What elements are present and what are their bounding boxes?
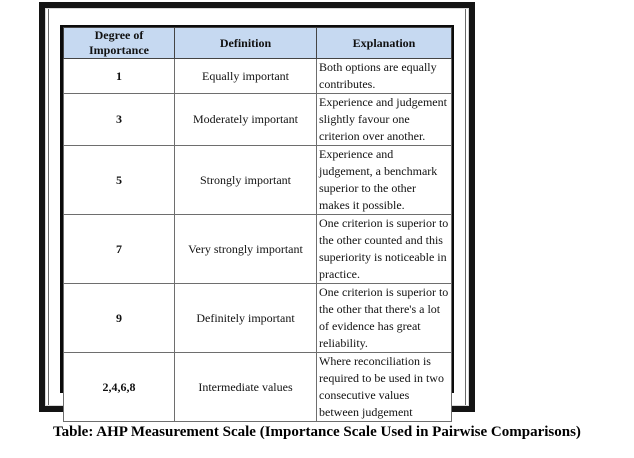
cell-definition: Moderately important [175, 94, 317, 146]
cell-degree: 1 [64, 59, 175, 94]
cell-explanation: Both options are equally contributes. [317, 59, 452, 94]
table-frame-inner [45, 8, 469, 419]
table-header-row [64, 28, 452, 59]
cell-degree: 2,4,6,8 [64, 353, 175, 422]
table-row [64, 94, 452, 146]
cell-degree: 3 [64, 94, 175, 146]
cell-explanation: One criterion is superior to the other counted and this superiority is noticeable in practice. [317, 215, 452, 284]
cell-explanation: Experience and judgement, a benchmark superior to the other makes it possible. [317, 146, 452, 215]
ahp-scale-table [63, 27, 452, 422]
cell-explanation: Experience and judgement slightly favour one criterion over another. [317, 94, 452, 146]
cell-explanation: Where reconciliation is required to be used in two consecutive values between judgement [317, 353, 452, 422]
table-caption: Table: AHP Measurement Scale (Importance Scale Used in Pairwise Comparisons) [53, 424, 581, 440]
cell-degree: 9 [64, 284, 175, 353]
cell-definition: Strongly important [175, 146, 317, 215]
header-explanation: Explanation [317, 28, 452, 59]
cell-definition: Equally important [175, 59, 317, 94]
cell-definition: Definitely important [175, 284, 317, 353]
table-row [64, 215, 452, 284]
cell-degree: 5 [64, 146, 175, 215]
table-row [64, 284, 452, 353]
cell-definition: Very strongly important [175, 215, 317, 284]
table-frame [39, 2, 475, 419]
cell-explanation: One criterion is superior to the other that there's a lot of evidence has great reliability. [317, 284, 452, 353]
cell-definition: Intermediate values [175, 353, 317, 422]
table-border [60, 25, 454, 419]
table-row [64, 59, 452, 94]
table-row [64, 353, 452, 422]
header-degree: Degree of Importance [64, 28, 175, 59]
table-row [64, 146, 452, 215]
header-definition: Definition [175, 28, 317, 59]
cell-degree: 7 [64, 215, 175, 284]
